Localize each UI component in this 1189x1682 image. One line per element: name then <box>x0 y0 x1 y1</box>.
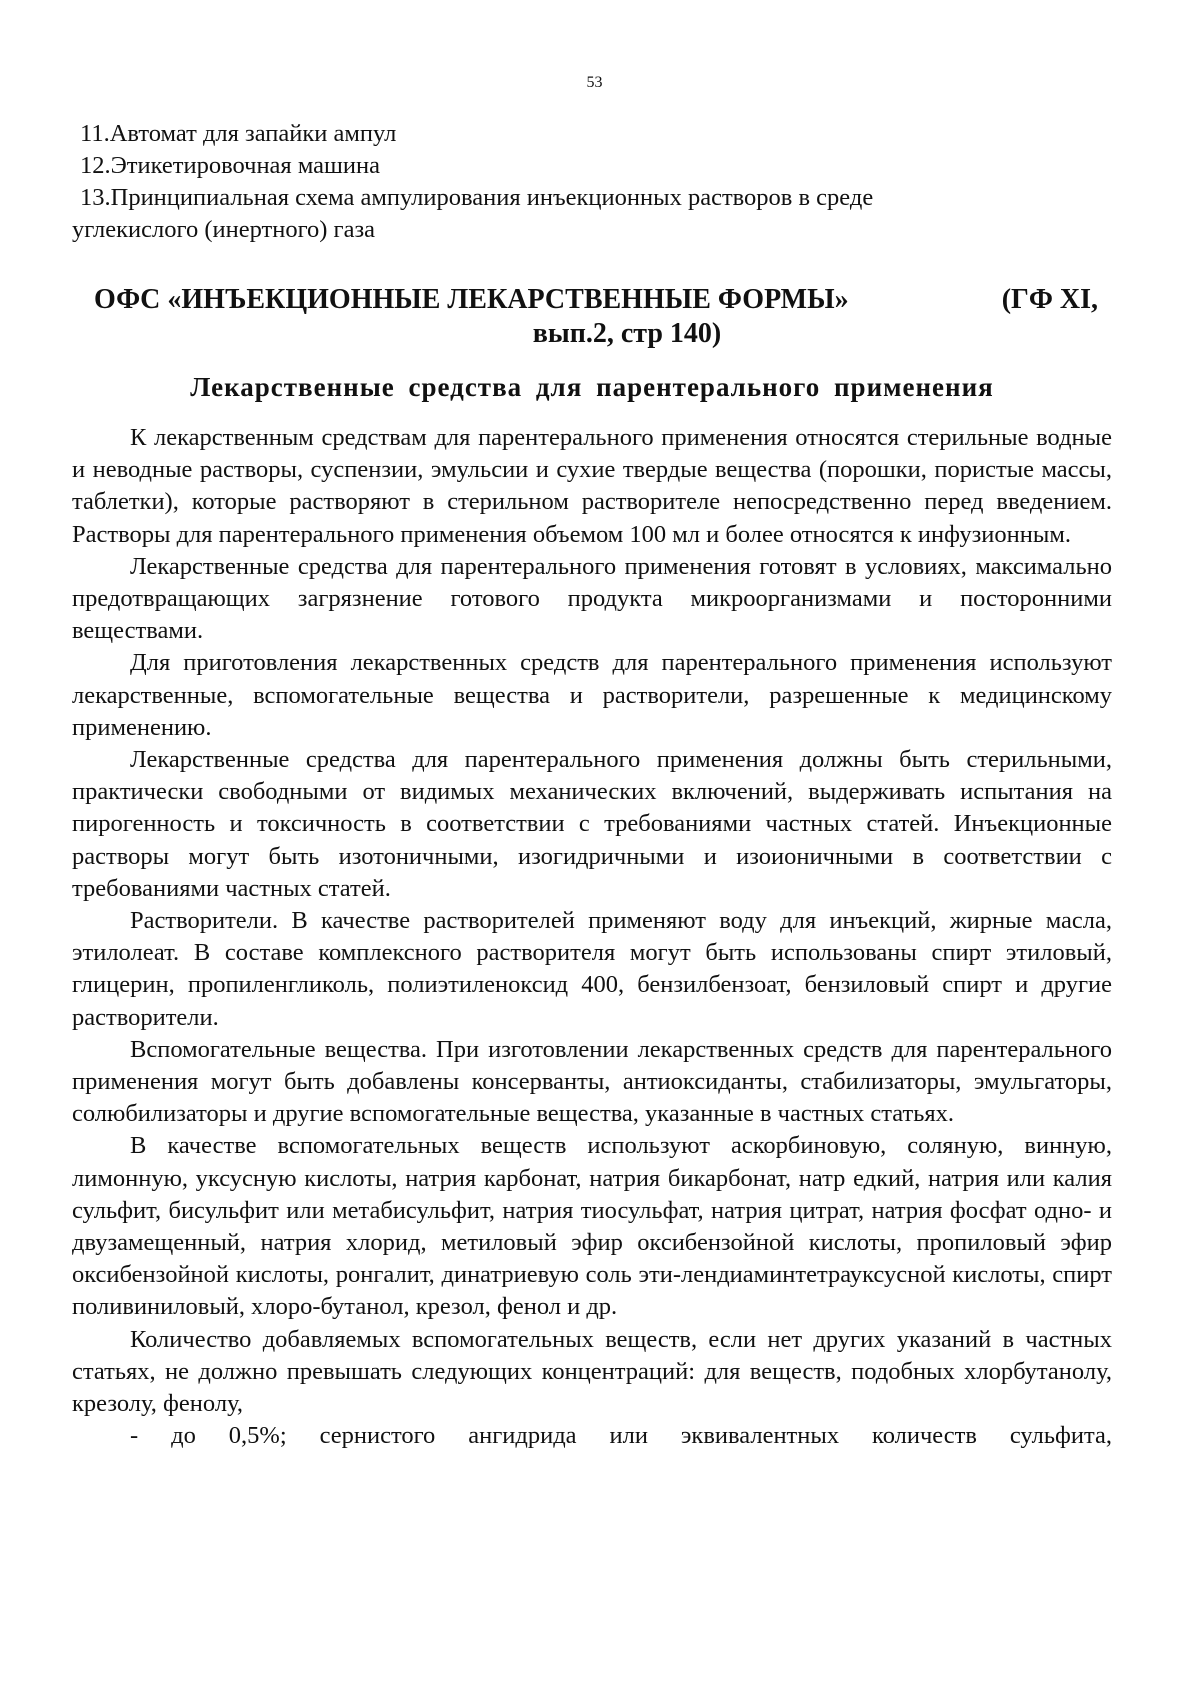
paragraph: Количество добавляемых вспомогательных веществ, если нет других указаний в частных статьях, не должно превышать следующих концентраций: для веществ, подобных хлорбутанолу, крезолу, фенолу, <box>72 1325 1112 1418</box>
paragraph: - до 0,5%; сернистого ангидрида или эквивалентных количеств сульфита, <box>130 1422 1112 1450</box>
paragraph: Растворители. В качестве растворителей применяют воду для инъекций, жирные масла, этилолеат. В составе комплексного растворителя могут быть использованы спирт этиловый, глицерин, пропиленгликоль, полиэтиленоксид 400, бензилбензоат, бензиловый спирт и другие растворители. <box>72 907 1112 1031</box>
list-item: 13.Принципиальная схема ампулирования инъекционных растворов в среде <box>80 184 874 211</box>
heading-line-2: вып.2, стр 140) <box>532 318 722 349</box>
section-heading <box>72 283 1112 351</box>
paragraph: Вспомогательные вещества. При изготовлении лекарственных средств для парентерального применения могут быть добавлены консерванты, антиоксиданты, стабилизаторы, эмульгаторы, солюбилизаторы и другие вспомогательные вещества, указанные в частных статьях. <box>72 1035 1112 1128</box>
paragraph: К лекарственным средствам для парентерального применения относятся стерильные водные и неводные растворы, суспензии, эмульсии и сухие твердые вещества (порошки, пористые массы, таблетки), которые растворяют в стерильном растворителе непосредственно перед введением. Растворы для парентерального применения объемом 100 мл и более относятся к инфузионным. <box>72 424 1112 548</box>
heading-line-1 <box>72 283 1112 317</box>
paragraph: Лекарственные средства для парентерального применения готовят в условиях, максимально предотвращающих загрязнение готового продукта микроорганизмами и посторонними веществами. <box>72 552 1112 645</box>
list-item: 11.Автомат для запайки ампул <box>80 120 397 147</box>
subheading: Лекарственные средства для парентерального применения <box>190 372 994 402</box>
body-text <box>72 422 1112 1453</box>
list-item: 12.Этикетировочная машина <box>80 152 380 179</box>
paragraph: Лекарственные средства для парентерального применения должны быть стерильными, практически свободными от видимых механических включений, выдерживать испытания на пирогенность и токсичность в соответствии с требованиями частных статей. Инъекционные растворы могут быть изотоничными, изогидричными и изоионичными в соответствии с требованиями частных статей. <box>72 746 1112 902</box>
list-item: углекислого (инертного) газа <box>72 216 376 243</box>
paragraph: Для приготовления лекарственных средств для парентерального применения используют лекарственные, вспомогательные вещества и растворители, разрешенные к медицинскому применению. <box>72 649 1112 741</box>
figure-list <box>72 118 1112 246</box>
heading-title: ОФС «ИНЪЕКЦИОННЫЕ ЛЕКАРСТВЕННЫЕ ФОРМЫ» <box>94 284 849 315</box>
page-number: 53 <box>586 74 603 91</box>
paragraph: В качестве вспомогательных веществ используют аскорбиновую, соляную, винную, лимонную, уксусную кислоты, натрия карбонат, натрия бикарбонат, натр едкий, натрия или калия сульфит, бисульфит или метабисульфит, натрия тиосульфат, натрия цитрат, натрия фосфат одно- и двузамещенный, натрия хлорид, метиловый эфир оксибензойной кислоты, пропиловый эфир оксибензойной кислоты, ронгалит, динатриевую соль эти-лендиаминтетрауксусной кислоты, спирт поливиниловый, хлоро-бутанол, крезол, фенол и др. <box>72 1132 1112 1321</box>
heading-source: (ГФ XI, <box>1001 284 1098 315</box>
